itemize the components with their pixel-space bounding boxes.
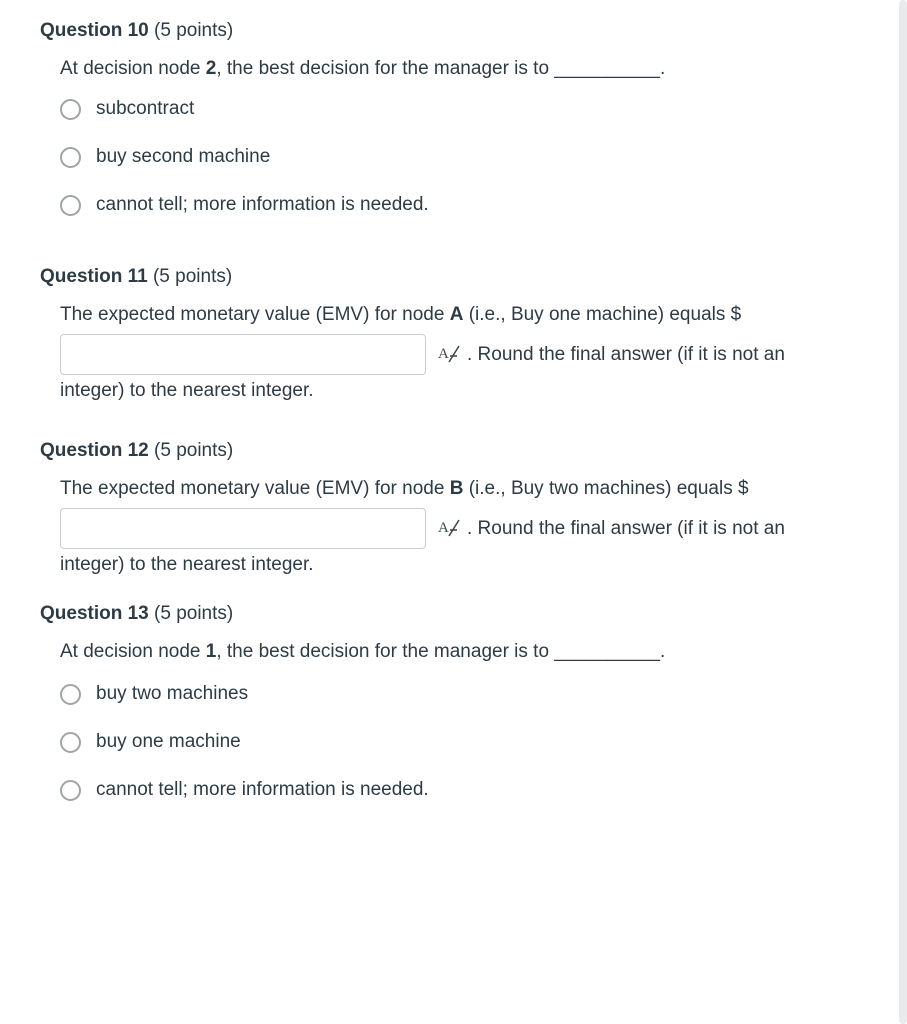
radio-button-icon[interactable] xyxy=(60,195,81,216)
rounding-note-q12 xyxy=(40,551,867,579)
answer-label: buy one machine xyxy=(96,731,241,752)
question-block-q10 xyxy=(40,18,867,216)
question-header-q12 xyxy=(40,438,867,464)
prompt-text-pre-q10: At decision node xyxy=(60,58,206,79)
section-spacer xyxy=(40,579,867,601)
answer-label: cannot tell; more information is needed. xyxy=(96,779,429,800)
question-header-q13 xyxy=(40,601,867,627)
question-points-q12: (5 points) xyxy=(154,440,234,461)
question-points-q11: (5 points) xyxy=(152,266,233,287)
question-points-q13: (5 points) xyxy=(154,603,234,624)
question-prompt-q13 xyxy=(40,637,867,667)
prompt-text-post-q12: (i.e., Buy two machines) equals $ xyxy=(463,478,749,499)
prompt-text-post-q11: (i.e., Buy one machine) equals $ xyxy=(463,304,742,325)
accessibility-checker-icon[interactable] xyxy=(433,508,467,549)
question-title-q12: Question 12 xyxy=(40,440,149,461)
answer-label: buy two machines xyxy=(96,683,249,704)
answer-label: subcontract xyxy=(96,98,195,119)
numeric-answer-input[interactable] xyxy=(60,334,426,375)
answer-option[interactable] xyxy=(60,194,867,216)
question-prompt-q12 xyxy=(40,474,867,504)
radio-button-icon[interactable] xyxy=(60,147,81,168)
answer-option[interactable] xyxy=(60,731,867,753)
prompt-text-pre-q11: The expected monetary value (EMV) for node xyxy=(60,304,450,325)
rounding-note-pre-q12: integer) to the xyxy=(60,554,183,575)
radio-button-icon[interactable] xyxy=(60,99,81,120)
answer-option[interactable] xyxy=(60,779,867,801)
question-title-q10: Question 10 xyxy=(40,20,149,41)
rounding-note-bold-q11: nearest integer xyxy=(182,380,309,401)
page-scrollbar-thumb[interactable] xyxy=(899,0,907,1024)
numeric-answer-row-q12 xyxy=(40,508,867,549)
accessibility-checker-icon[interactable] xyxy=(433,334,467,375)
rounding-note-q11 xyxy=(40,377,867,405)
svg-text:A: A xyxy=(438,519,449,536)
rounding-note-bold-q12: nearest integer xyxy=(182,554,309,575)
question-block-q13 xyxy=(40,601,867,801)
rounding-note-post-q11: . xyxy=(308,380,314,401)
question-header-q11 xyxy=(40,264,867,290)
answer-label: buy second machine xyxy=(96,146,271,167)
prompt-text-pre-q13: At decision node xyxy=(60,641,206,662)
question-header-q10 xyxy=(40,18,867,44)
numeric-answer-input[interactable] xyxy=(60,508,426,549)
answer-list-q13 xyxy=(40,683,867,801)
question-points-q10: (5 points) xyxy=(154,20,234,41)
rounding-note-post-q12: . xyxy=(308,554,314,575)
prompt-node-label-q13: 1 xyxy=(205,641,217,662)
section-spacer xyxy=(40,405,867,438)
prompt-node-label-q10: 2 xyxy=(205,58,217,79)
numeric-tail-text-q11: . Round the final answer (if it is not an xyxy=(467,344,785,365)
answer-option[interactable] xyxy=(60,98,867,120)
numeric-answer-row-q11 xyxy=(40,334,867,375)
rounding-note-pre-q11: integer) to the xyxy=(60,380,183,401)
prompt-text-post-q10: , the best decision for the manager is to __________. xyxy=(216,58,666,79)
question-block-q11 xyxy=(40,264,867,405)
page-scrollbar[interactable] xyxy=(899,0,907,1024)
question-block-q12 xyxy=(40,438,867,579)
answer-list-q10 xyxy=(40,98,867,216)
prompt-text-post-q13: , the best decision for the manager is to __________. xyxy=(216,641,666,662)
question-prompt-q11 xyxy=(40,300,867,330)
radio-button-icon[interactable] xyxy=(60,780,81,801)
numeric-tail-text-q12: . Round the final answer (if it is not an xyxy=(467,518,785,539)
prompt-text-pre-q12: The expected monetary value (EMV) for node xyxy=(60,478,450,499)
prompt-node-label-q12: B xyxy=(449,478,464,499)
question-title-q11: Question 11 xyxy=(40,266,148,287)
svg-text:A: A xyxy=(438,345,449,362)
question-title-q13: Question 13 xyxy=(40,603,149,624)
section-spacer xyxy=(40,242,867,264)
prompt-node-label-q11: A xyxy=(449,304,464,325)
answer-option[interactable] xyxy=(60,146,867,168)
question-prompt-q10 xyxy=(40,54,867,84)
answer-option[interactable] xyxy=(60,683,867,705)
answer-label: cannot tell; more information is needed. xyxy=(96,194,429,215)
radio-button-icon[interactable] xyxy=(60,684,81,705)
radio-button-icon[interactable] xyxy=(60,732,81,753)
